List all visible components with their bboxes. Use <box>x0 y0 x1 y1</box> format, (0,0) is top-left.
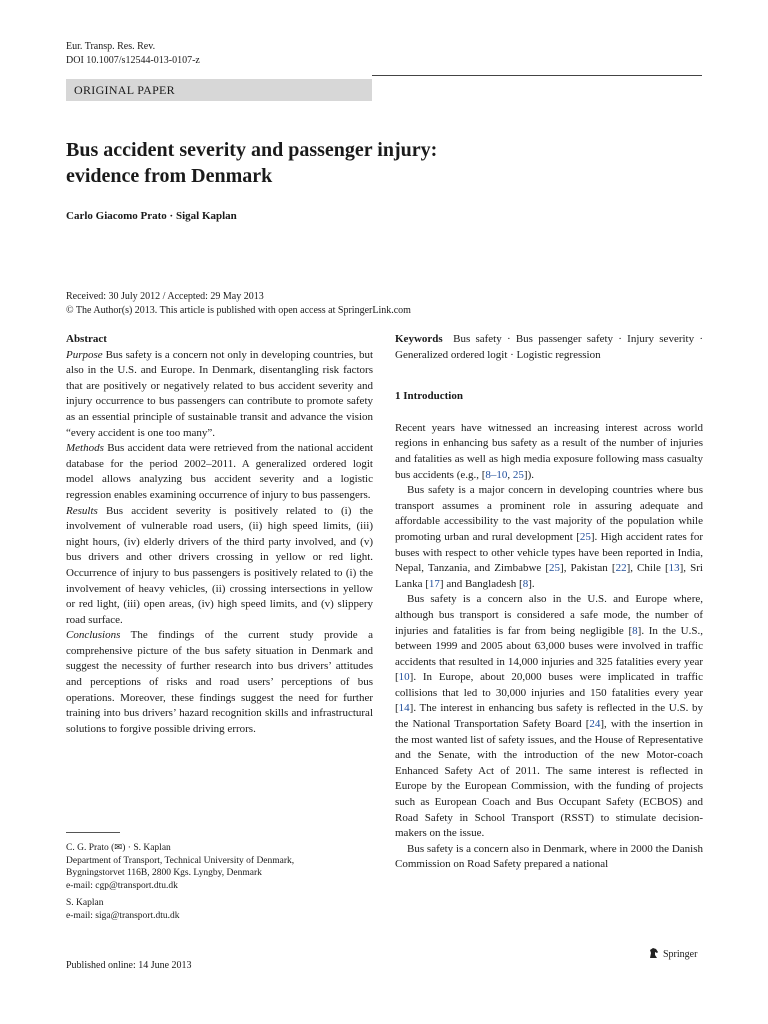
department: Department of Transport, Technical University of Denmark, <box>66 855 295 866</box>
intro-p3-text-b: ]. In the U.S., between 1999 and 2005 about 63,000 buses were involved in traffic accidents that resulted in 14,000 injuries and 325 fatalities every year [ <box>395 624 703 684</box>
intro-paragraph-4: Bus safety is a concern also in Denmark, where in 2000 the Danish Commission on Road Safety prepared a national <box>395 842 703 871</box>
footnote-rule <box>66 832 120 833</box>
doi: DOI 10.1007/s12544-013-0107-z <box>66 55 200 66</box>
citation-link[interactable]: 25 <box>549 562 561 575</box>
methods-text: Bus accident data were retrieved from the national accident database for the period 2002–2011. A generalized ordered logit model allows analyzing bus accident severity and a logistic regression enables examining occurrence of injury to bus passengers. <box>66 442 373 501</box>
intro-p2-text-f: ] and Bangladesh [ <box>439 577 523 590</box>
intro-p2-text-a: Bus safety is a major concern in developing countries where bus transport assumes a prominent role in assuring adequate and affordable accessibility to the vast majority of the population while promoting urban and rural development [ <box>395 484 703 543</box>
intro-p3-text-a: Bus safety is a concern also in the U.S. and Europe where, although bus transport is considered a safe mode, the number of injuries and fatalities is far from being negligible [ <box>395 593 703 637</box>
header-rule <box>372 75 702 76</box>
keywords-label: Keywords <box>395 333 443 345</box>
intro-p3-text-c: ]. In Europe, about 20,000 buses were implicated in traffic collisions that led to 30,000 injuries and 150 fatalities every year [ <box>395 671 703 715</box>
conclusions-text: The findings of the current study provide a comprehensive picture of the bus safety situation in Denmark and suggest the necessity of further research into bus drivers’ attitudes and perceptions of risks and road users’ perceptions of bus operations. Moreover, these findings suggest the need for further training into bus drivers’ hazard recognition skills and infrastructural solutions to forgive possible driving errors. <box>66 629 373 735</box>
intro-p2-text-d: ], Chile [ <box>626 562 669 575</box>
address: Bygningstorvet 116B, 2800 Kgs. Lyngby, Denmark <box>66 868 262 878</box>
received-accepted: Received: 30 July 2012 / Accepted: 29 May 2013 <box>66 291 264 302</box>
affiliation-block <box>66 842 373 922</box>
paper-type-banner <box>66 79 372 101</box>
authors: Carlo Giacomo Prato · Sigal Kaplan <box>66 210 237 222</box>
abstract-heading: Abstract <box>66 333 107 345</box>
abstract-column <box>66 332 373 737</box>
paper-title <box>66 137 626 189</box>
right-column <box>395 332 703 873</box>
second-author: S. Kaplan <box>66 898 104 908</box>
citation-link[interactable]: 24 <box>589 718 601 731</box>
abstract-methods <box>66 441 373 503</box>
keywords <box>395 332 703 363</box>
citation-link[interactable]: 8 <box>632 624 638 637</box>
publication-dates <box>66 290 411 318</box>
intro-p1-end: ]). <box>523 468 534 481</box>
published-date: Published online: 14 June 2013 <box>66 960 192 971</box>
keywords-text: Bus safety · Bus passenger safety · Injury severity · Generalized ordered logit · Logistic regression <box>395 333 703 361</box>
title-line-2: evidence from Denmark <box>66 165 273 187</box>
methods-label: Methods <box>66 442 104 455</box>
paper-type-label: ORIGINAL PAPER <box>74 83 175 97</box>
intro-paragraph-1 <box>395 421 703 483</box>
abstract-purpose <box>66 348 373 442</box>
purpose-label: Purpose <box>66 348 103 361</box>
intro-p1-text-a: Recent years have witnessed an increasing interest across world regions in enhancing bus safety as a result of the number of injuries and fatalities as well as high media exposure following mass casualty bus accidents (e.g., [ <box>395 421 703 481</box>
citation-link[interactable]: 8 <box>522 577 529 590</box>
publisher-logo <box>648 947 697 960</box>
intro-p2-text-c: ], Pakistan [ <box>560 562 616 575</box>
intro-p3-text-d: ]. The interest in enhancing bus safety is reflected in the U.S. by the National Transportation Safety Board [ <box>395 702 703 731</box>
citation-link[interactable]: 8–10 <box>485 468 508 481</box>
intro-p2-end: ]. <box>528 577 535 590</box>
citation-link[interactable]: 13 <box>668 562 680 575</box>
journal-name: Eur. Transp. Res. Rev. <box>66 41 156 52</box>
publisher-name: Springer <box>663 949 698 960</box>
intro-p3-end: ], with the insertion in the most wanted list of safety issues, and the House of Representative and the Senate, with the introduction of the new Motor-coach Enhanced Safety Act of 2011. The same interest is reflected in Europe by the European Commission, with the funding of projects such as European Coach and Bus Occupant Safety (ECBOS) and Road Safety in School Transport (RSST) to stimulate decision-makers on the issue. <box>395 718 703 840</box>
citation-link[interactable]: 25 <box>579 530 591 543</box>
intro-p2-text-e: ], Sri Lanka [ <box>395 562 703 590</box>
citation-link[interactable]: 10 <box>398 671 410 684</box>
abstract-results <box>66 504 373 629</box>
intro-paragraph-3 <box>395 592 703 842</box>
citation-link[interactable]: 22 <box>615 562 627 575</box>
citation-link[interactable]: 14 <box>398 702 410 715</box>
intro-p1-text-b: , <box>507 468 513 481</box>
email-kaplan[interactable]: e-mail: siga@transport.dtu.dk <box>66 910 180 921</box>
email-prato[interactable]: e-mail: cgp@transport.dtu.dk <box>66 880 178 891</box>
springer-horse-icon <box>648 947 660 959</box>
conclusions-label: Conclusions <box>66 629 121 642</box>
journal-info <box>66 40 200 68</box>
results-label: Results <box>66 504 98 517</box>
citation-link[interactable]: 17 <box>428 577 440 590</box>
intro-p2-text-b: ]. High accident rates for buses with respect to other vehicle types have been reported in India, Nepal, Tanzania, and Zimbabwe [ <box>395 530 703 575</box>
results-text: Bus accident severity is positively related to (i) the involvement of vulnerable road users, (ii) high speed limits, (iii) night hours, (iv) elderly drivers of the third party involved, and (v) bus drivers and other drivers crossing in yellow or red light. Occurrence of injury to bus passengers is positively related to (i) the involvement of heavy vehicles, (ii) crossing intersections in yellow or red light, (iii) open areas, (iv) high speed limits, and (v) slippery road surface. <box>66 504 374 626</box>
copyright: © The Author(s) 2013. This article is published with open access at SpringerLink.com <box>66 305 411 316</box>
section-heading-introduction: 1 Introduction <box>395 390 463 403</box>
intro-paragraph-2 <box>395 483 703 592</box>
citation-link[interactable]: 25 <box>512 468 524 481</box>
title-line-1: Bus accident severity and passenger injury: <box>66 139 438 161</box>
abstract-conclusions <box>66 628 373 737</box>
corresponding-authors: C. G. Prato (✉) · S. Kaplan <box>66 843 171 853</box>
purpose-text: Bus safety is a concern not only in developing countries, but also in the U.S. and Europe. In Denmark, disentangling risk factors that are positively or negatively related to bus accident severity and injury occurrence to bus passengers can contribute to promote safety as an essential principle of sustainable transit and advance the vision “every accident is one too many”. <box>66 348 373 439</box>
